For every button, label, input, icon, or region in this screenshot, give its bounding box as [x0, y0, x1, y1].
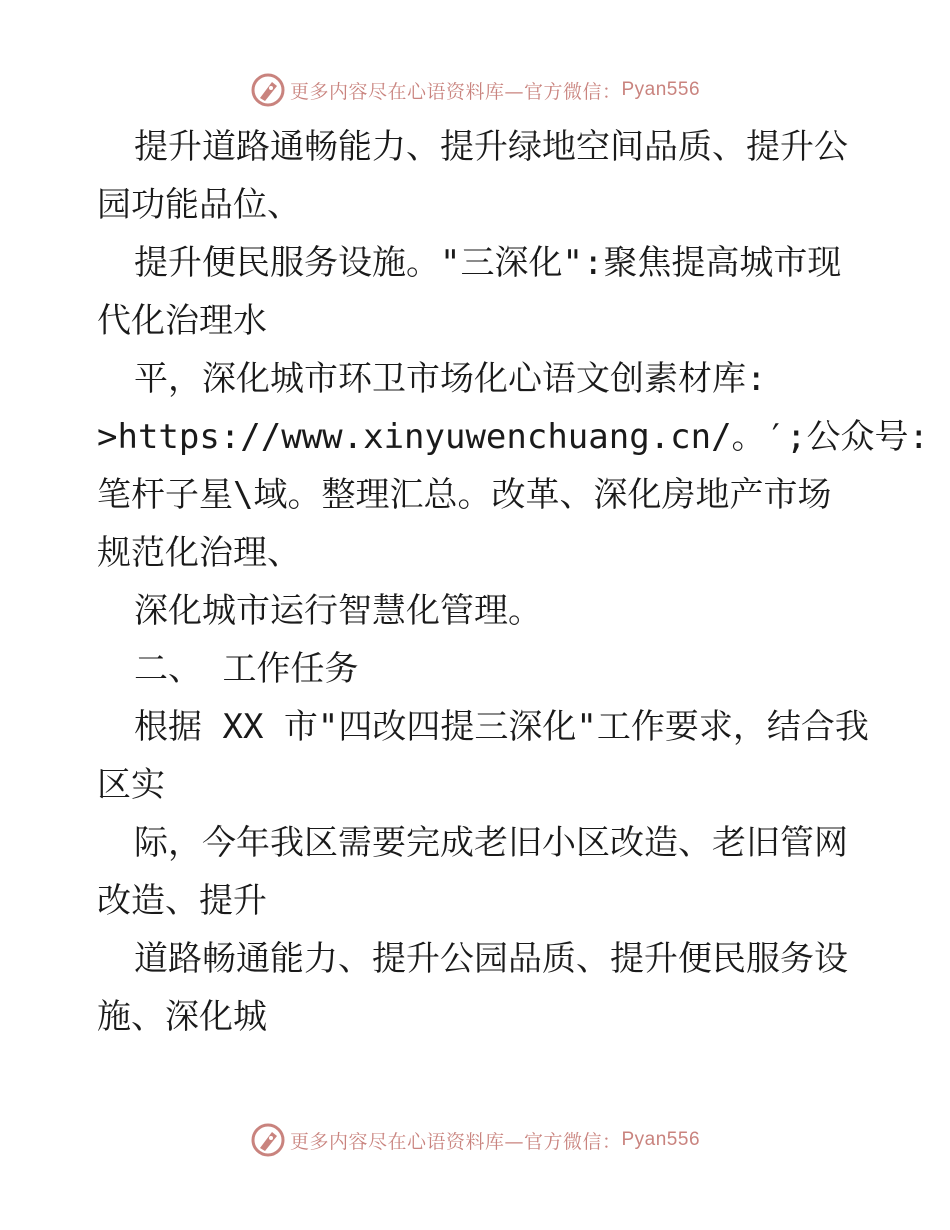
- text-line: 际，今年我区需要完成老旧小区改造、老旧管网: [134, 823, 848, 863]
- pen-nib-logo-icon: [250, 1122, 286, 1158]
- text-line: 道路畅通能力、提升公园品质、提升便民服务设: [134, 939, 848, 979]
- watermark-text: 更多内容尽在心语资料库—官方微信：: [289, 1130, 622, 1153]
- footer-watermark: [0, 1120, 950, 1160]
- text-line: 施、深化城: [97, 997, 267, 1037]
- text-line: 改造、提升: [97, 881, 267, 921]
- watermark-wechat-id: Pyan556: [621, 1129, 701, 1150]
- text-line: 根据 XX 市"四改四提三深化"工作要求，结合我: [134, 707, 869, 747]
- text-line: 提升道路通畅能力、提升绿地空间品质、提升公: [134, 127, 848, 167]
- text-line: 深化城市运行智慧化管理。: [134, 591, 542, 631]
- watermark-wechat-id: Pyan556: [621, 79, 701, 100]
- text-line: 提升便民服务设施。"三深化":聚焦提高城市现: [134, 243, 842, 283]
- section-heading: 二、 工作任务: [134, 649, 359, 689]
- text-line: 区实: [97, 765, 165, 805]
- watermark-text: 更多内容尽在心语资料库—官方微信：: [289, 80, 622, 103]
- text-line: >https://www.xinyuwenchuang.cn/。′;公众号:: [97, 417, 929, 457]
- header-watermark: [0, 70, 950, 110]
- text-line: 园功能品位、: [97, 185, 301, 225]
- text-line: 规范化治理、: [97, 533, 301, 573]
- text-line: 平，深化城市环卫市场化心语文创素材库:: [134, 359, 767, 399]
- document-body: [97, 118, 929, 1046]
- text-line: 代化治理水: [97, 301, 267, 341]
- pen-nib-logo-icon: [250, 72, 286, 108]
- text-line: 笔杆子星\域。整理汇总。改革、深化房地产市场: [97, 475, 832, 515]
